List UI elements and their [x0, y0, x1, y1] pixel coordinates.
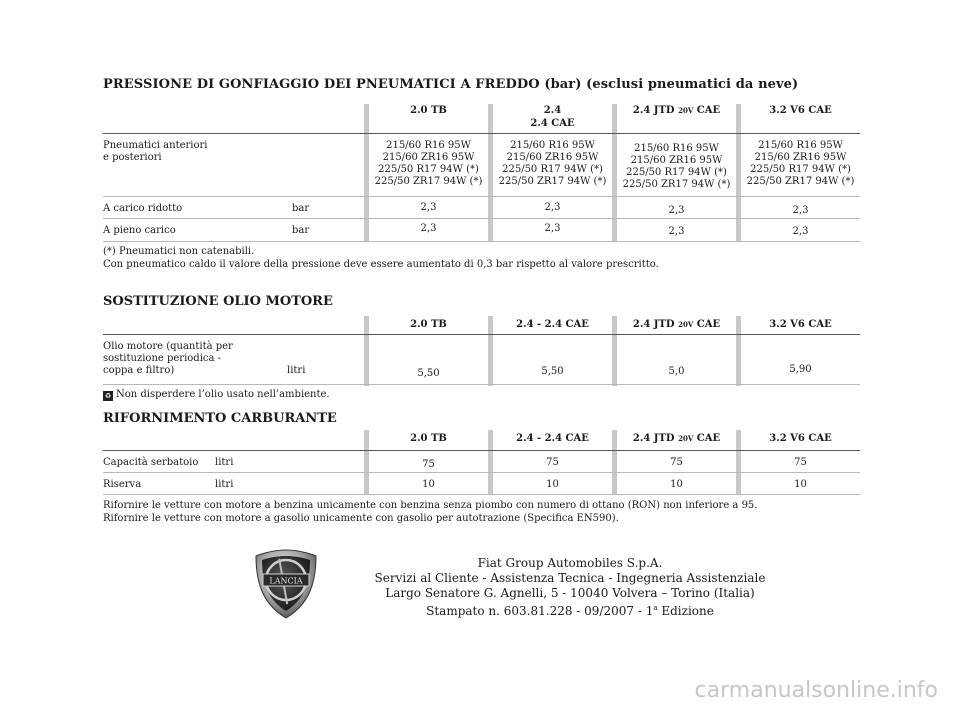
fuel-section-title: RIFORNIMENTO CARBURANTE: [103, 411, 337, 426]
environment-note: ♻ Non disperdere l’olio usato nell’ambiente.: [104, 389, 330, 400]
pressure-value: 2,3: [544, 202, 561, 213]
fuel-value: 10: [670, 479, 683, 490]
tyre-sizes-cell: 215/60 R16 95W 215/60 ZR16 95W 225/50 R17 94W (*) 225/50 ZR17 94W (*): [498, 140, 607, 187]
pressure-value: 2,3: [420, 202, 437, 213]
fuel-value: 75: [422, 459, 435, 470]
tyre-section-title: PRESSIONE DI GONFIAGGIO DEI PNEUMATICI A FREDDO (bar) (esclusi pneumatici da neve): [103, 77, 799, 92]
fuel-value: 10: [422, 479, 435, 490]
oil-value: 5,50: [541, 366, 564, 377]
recycle-icon: ♻: [104, 392, 112, 400]
unit-label: litri: [287, 365, 306, 376]
footer-company: Fiat Group Automobiles S.p.A.: [477, 556, 663, 570]
fuel-value: 75: [670, 457, 683, 468]
footnote: (*) Pneumatici non catenabili.: [103, 246, 255, 257]
pressure-value: 2,3: [668, 226, 685, 237]
header-rule: [103, 334, 860, 335]
unit-label: litri: [215, 457, 234, 468]
oil-col-header: 2.0 TB: [410, 319, 447, 330]
fuel-note: Rifornire le vetture con motore a benzina unicamente con benzina senza piombo con numero di ottano (RON) non inferiore a 95.: [103, 500, 758, 511]
row-rule: [103, 196, 860, 197]
row-label: A carico ridotto: [103, 203, 183, 214]
logo-text: LANCIA: [269, 576, 303, 586]
oil-col-header: 2.4 JTD 20V CAE: [632, 319, 721, 330]
header-rule: [103, 450, 860, 451]
footer-print-info: Stampato n. 603.81.228 - 09/2007 - 1$^a$ Edizione: [426, 604, 714, 618]
pressure-value: 2,3: [420, 223, 437, 234]
row-rule: [103, 218, 860, 219]
fuel-value: 75: [794, 457, 807, 468]
row-rule: [103, 472, 860, 473]
row-label: Capacità serbatoio: [103, 457, 199, 468]
pressure-value: 2,3: [792, 205, 809, 216]
fuel-col-header: 3.2 V6 CAE: [769, 433, 832, 444]
fuel-value: 10: [546, 479, 559, 490]
oil-col-header: 2.4 - 2.4 CAE: [516, 319, 589, 330]
fuel-note: Rifornire le vetture con motore a gasolio unicamente con gasolio per autotrazione (Specifica EN590).: [103, 513, 619, 524]
fuel-col-header: 2.4 JTD 20V CAE: [632, 433, 721, 444]
oil-value: 5,90: [789, 364, 812, 375]
header-rule: [103, 133, 860, 134]
unit-label: litri: [215, 479, 234, 490]
oil-section-title: SOSTITUZIONE OLIO MOTORE: [103, 294, 333, 309]
row-rule: [103, 241, 860, 242]
unit-label: bar: [292, 203, 310, 214]
footnote: Con pneumatico caldo il valore della pressione deve essere aumentato di 0,3 bar rispetto al valore prescritto.: [103, 259, 659, 270]
pressure-value: 2,3: [544, 223, 561, 234]
tyre-col-header: 2.0 TB: [410, 105, 447, 116]
tyre-col-header: 2.4 JTD 20V CAE: [632, 105, 721, 116]
oil-value: 5,0: [668, 366, 685, 377]
watermark: carmanualsonline.info: [694, 678, 938, 703]
pressure-value: 2,3: [668, 205, 685, 216]
row-rule: [103, 494, 860, 495]
tyre-col-header: 2.4 2.4 CAE: [530, 105, 575, 129]
pressure-value: 2,3: [792, 226, 809, 237]
fuel-value: 75: [546, 457, 559, 468]
unit-label: bar: [292, 225, 310, 236]
row-label: Riserva: [103, 479, 142, 490]
oil-value: 5,50: [417, 368, 440, 379]
row-label: Pneumatici anteriori e posteriori: [103, 140, 208, 163]
footer-address: Largo Senatore G. Agnelli, 5 - 10040 Volvera – Torino (Italia): [385, 586, 755, 600]
tyre-sizes-cell: 215/60 R16 95W 215/60 ZR16 95W 225/50 R17 94W (*) 225/50 ZR17 94W (*): [622, 143, 731, 190]
oil-col-header: 3.2 V6 CAE: [769, 319, 832, 330]
row-label: A pieno carico: [103, 225, 176, 236]
fuel-value: 10: [794, 479, 807, 490]
tyre-sizes-cell: 215/60 R16 95W 215/60 ZR16 95W 225/50 R17 94W (*) 225/50 ZR17 94W (*): [374, 140, 483, 187]
fuel-col-header: 2.0 TB: [410, 433, 447, 444]
fuel-col-header: 2.4 - 2.4 CAE: [516, 433, 589, 444]
tyre-col-header: 3.2 V6 CAE: [769, 105, 832, 116]
footer-department: Servizi al Cliente - Assistenza Tecnica - Ingegneria Assistenziale: [374, 571, 766, 585]
row-rule: [103, 384, 860, 385]
tyre-sizes-cell: 215/60 R16 95W 215/60 ZR16 95W 225/50 R17 94W (*) 225/50 ZR17 94W (*): [746, 140, 855, 187]
row-label: Olio motore (quantità per sostituzione periodica - coppa e filtro): [103, 341, 233, 376]
publisher-footer: [250, 556, 890, 619]
